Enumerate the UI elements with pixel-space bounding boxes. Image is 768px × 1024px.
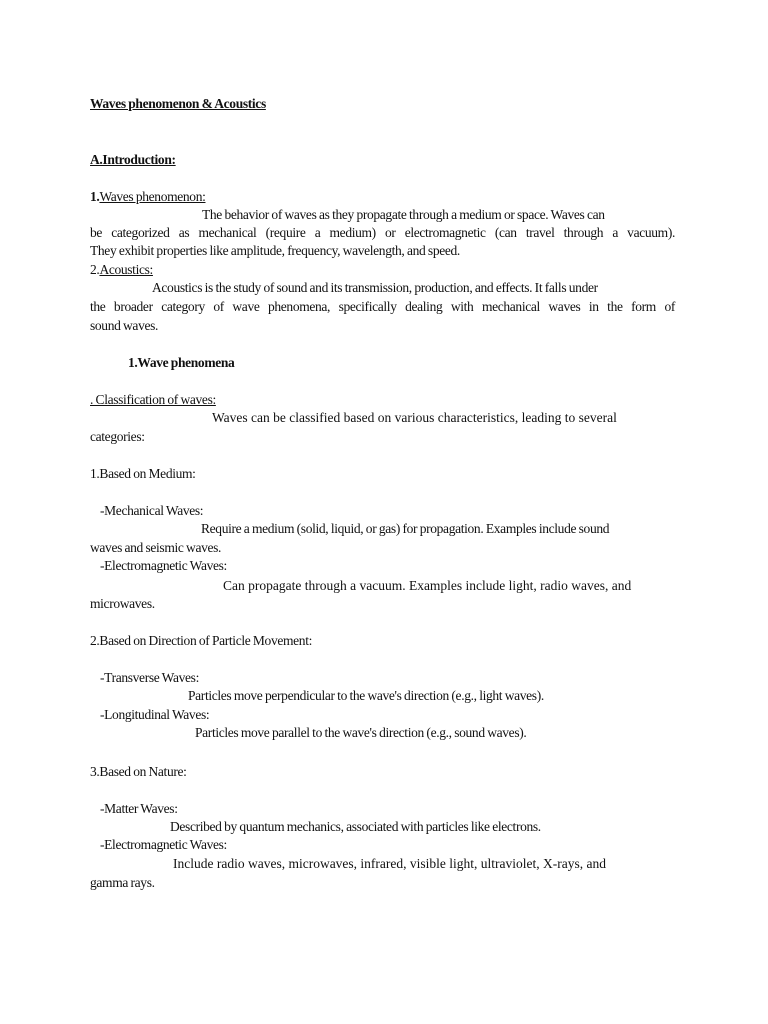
waves-phenomenon-title: Waves phenomenon:: [99, 189, 206, 204]
waves-phenomenon-line-2: be categorized as mechanical (require a medium) or electromagnetic (can travel through a vacuum).: [90, 225, 675, 240]
transverse-waves-heading: -Transverse Waves:: [100, 670, 199, 685]
medium-heading: 1.Based on Medium:: [90, 466, 196, 481]
acoustics-heading: [90, 260, 153, 279]
mechanical-waves-line-1: Require a medium (solid, liquid, or gas) for propagation. Examples include sound: [201, 521, 610, 536]
acoustics-title: Acoustics:: [99, 262, 153, 277]
waves-phenomenon-line-3: They exhibit properties like amplitude, frequency, wavelength, and speed.: [90, 243, 460, 258]
nature-electromagnetic-waves-line-1: Include radio waves, microwaves, infrared, visible light, ultraviolet, X-rays, and: [173, 856, 606, 871]
waves-phenomenon-heading: [90, 187, 206, 206]
document-title: Waves phenomenon & Acoustics: [90, 96, 266, 111]
classification-heading: . Classification of waves:: [90, 392, 216, 407]
direction-heading: 2.Based on Direction of Particle Movement:: [90, 633, 312, 648]
waves-phenomenon-number: 1.: [90, 189, 100, 204]
classification-line-2: categories:: [90, 429, 145, 444]
wave-phenomena-heading: 1.Wave phenomena: [128, 355, 235, 370]
electromagnetic-waves-heading: -Electromagnetic Waves:: [100, 558, 227, 573]
mechanical-waves-line-2: waves and seismic waves.: [90, 540, 222, 555]
longitudinal-waves-heading: -Longitudinal Waves:: [100, 707, 210, 722]
acoustics-line-3: sound waves.: [90, 318, 159, 333]
nature-electromagnetic-waves-heading: -Electromagnetic Waves:: [100, 837, 227, 852]
acoustics-number: 2.: [90, 262, 100, 277]
electromagnetic-waves-line-1: Can propagate through a vacuum. Examples include light, radio waves, and: [223, 578, 632, 593]
nature-heading: 3.Based on Nature:: [90, 764, 187, 779]
matter-waves-heading: -Matter Waves:: [100, 801, 178, 816]
transverse-waves-line-1: Particles move perpendicular to the wave's direction (e.g., light waves).: [188, 688, 544, 703]
section-a-heading: A.Introduction:: [90, 152, 176, 167]
acoustics-line-2: the broader category of wave phenomena, specifically dealing with mechanical waves in the form of: [90, 299, 675, 314]
matter-waves-line-1: Described by quantum mechanics, associated with particles like electrons.: [170, 819, 541, 834]
classification-line-1: Waves can be classified based on various characteristics, leading to several: [212, 410, 617, 425]
nature-electromagnetic-waves-line-2: gamma rays.: [90, 875, 155, 890]
waves-phenomenon-line-1: The behavior of waves as they propagate through a medium or space. Waves can: [202, 207, 605, 222]
electromagnetic-waves-line-2: microwaves.: [90, 596, 155, 611]
acoustics-line-1: Acoustics is the study of sound and its transmission, production, and effects. It falls under: [152, 280, 598, 295]
longitudinal-waves-line-1: Particles move parallel to the wave's direction (e.g., sound waves).: [195, 725, 527, 740]
mechanical-waves-heading: -Mechanical Waves:: [100, 503, 204, 518]
